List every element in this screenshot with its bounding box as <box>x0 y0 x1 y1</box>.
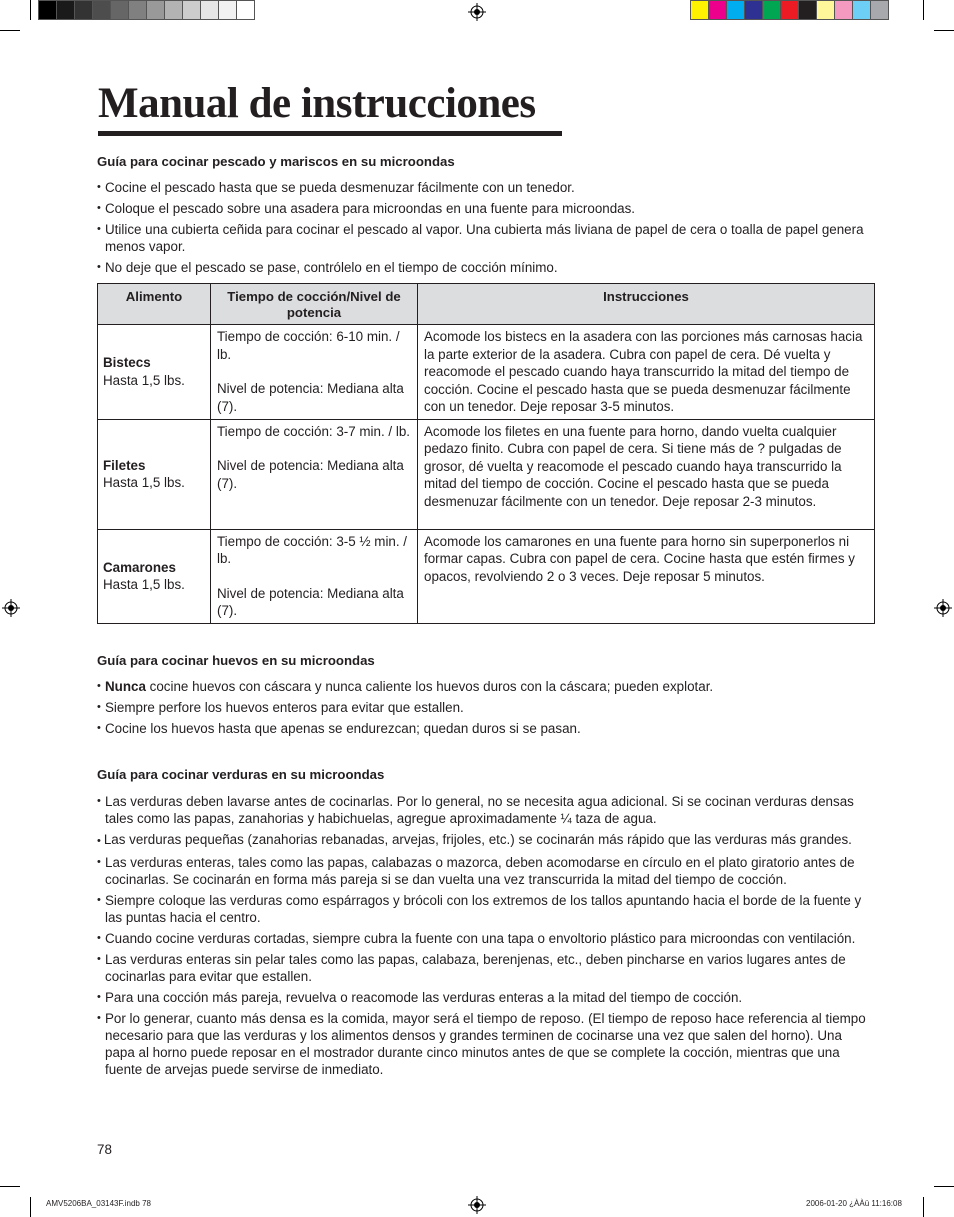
color-swatch <box>726 0 745 20</box>
fish-cooking-table <box>97 283 875 624</box>
registration-mark-icon <box>468 1196 486 1214</box>
page-number: 78 <box>97 1142 112 1157</box>
color-swatch <box>74 0 93 20</box>
food-weight: Hasta 1,5 lbs. <box>103 475 185 490</box>
instructions-cell: Acomode los bistecs en la asadera con las porciones más carnosas hacia la parte exterior de la asadera. Cubra con papel de cera. Dé vuelta y reacomode el pescado cuando haya transcurrido la mitad del tiempo de cocción. Cocine el pescado hasta que se pueda desmenuzar fácilmente con un tenedor. Deje reposar 3-5 minutos. <box>418 325 875 420</box>
table-row <box>98 529 875 623</box>
color-swatch <box>870 0 889 20</box>
list-item <box>97 678 875 695</box>
table-row <box>98 419 875 529</box>
column-header: Instrucciones <box>418 284 875 325</box>
crop-mark <box>923 0 924 20</box>
cooking-time: Tiempo de cocción: 6-10 min. / lb. <box>217 329 400 362</box>
cmyk-color-bar <box>690 0 888 22</box>
time-power-cell <box>211 419 418 529</box>
list-item: • Cocine el pescado hasta que se pueda desmenuzar fácilmente con un tenedor. <box>97 179 875 196</box>
crop-mark <box>30 0 31 20</box>
crop-mark <box>30 1197 31 1217</box>
table-row <box>98 325 875 420</box>
list-item: • Utilice una cubierta ceñida para cocinar el pescado al vapor. Una cubierta más liviana de papel de cera o toalla de papel genera menos vapor. <box>97 221 875 255</box>
color-swatch <box>146 0 165 20</box>
file-slug: AMV5206BA_03143F.indb 78 <box>46 1199 151 1208</box>
column-header: Tiempo de cocción/Nivel de potencia <box>211 284 418 325</box>
food-cell <box>98 419 211 529</box>
power-level: Nivel de potencia: Mediana alta (7). <box>217 381 404 414</box>
color-swatch <box>128 0 147 20</box>
list-item: • Para una cocción más pareja, revuelva o reacomode las verduras enteras a la mitad del tiempo de cocción. <box>97 989 875 1006</box>
crop-mark <box>934 1186 954 1187</box>
color-swatch <box>798 0 817 20</box>
color-swatch <box>200 0 219 20</box>
color-swatch <box>92 0 111 20</box>
color-swatch <box>236 0 255 20</box>
registration-mark-icon <box>934 599 952 617</box>
cooking-time: Tiempo de cocción: 3-7 min. / lb. <box>217 423 411 439</box>
list-item: • Las verduras enteras sin pelar tales como las papas, calabaza, berenjenas, etc., deben pincharse en varios lugares antes de cocinarlas para evitar que estallen. <box>97 951 875 985</box>
list-item: • No deje que el pescado se pase, contrólelo en el tiempo de cocción mínimo. <box>97 259 875 276</box>
cooking-time: Tiempo de cocción: 3-5 ½ min. / lb. <box>217 533 408 566</box>
crop-mark <box>923 1197 924 1217</box>
list-item: • Siempre coloque las verduras como espárragos y brócoli con los extremos de los tallos apuntando hacia el borde de la fuente y las puntas hacia el centro. <box>97 892 875 926</box>
crop-mark <box>0 1186 20 1187</box>
color-swatch <box>762 0 781 20</box>
emphasis-text: Nunca <box>105 679 146 694</box>
color-swatch <box>780 0 799 20</box>
eggs-bullet-list <box>97 678 875 737</box>
color-swatch <box>834 0 853 20</box>
color-swatch <box>708 0 727 20</box>
vegetables-bullet-list <box>97 793 875 1078</box>
food-cell <box>98 325 211 420</box>
instructions-cell: Acomode los filetes en una fuente para horno, dando vuelta cualquier pedazo finito. Cubra con papel de cera. Si tiene más de ? pulgadas de grosor, dé vuelta y reacomode el pescado cuando haya transcurrido la mitad del tiempo de cocción. Cocine el pescado hasta que se pueda desmenuzar fácilmente con un tenedor. Deje reposar 2-3 minutos. <box>418 419 875 529</box>
list-item-text: cocine huevos con cáscara y nunca caliente los huevos duros con la cáscara; pueden explotar. <box>145 679 714 694</box>
list-item: • Coloque el pescado sobre una asadera para microondas en una fuente para microondas. <box>97 200 875 217</box>
eggs-section-heading: Guía para cocinar huevos en su microondas <box>97 653 375 668</box>
color-swatch <box>182 0 201 20</box>
list-item: • Por lo generar, cuanto más densa es la comida, mayor será el tiempo de reposo. (El tiempo de reposo hace referencia al tiempo necesario para que las verduras y los alimentos densos y grandes terminen de cocinarse una vez que salen del horno). Una papa al horno puede reposar en el mostrador durante cinco minutos antes de que se complete la cocción, mientras que una fuente de arvejas puede servirse de inmediato. <box>97 1010 875 1078</box>
food-name: Filetes <box>103 457 146 473</box>
time-power-cell <box>211 529 418 623</box>
color-swatch <box>164 0 183 20</box>
vegetables-section-heading: Guía para cocinar verduras en su microondas <box>97 767 385 782</box>
color-swatch <box>38 0 57 20</box>
registration-mark-icon <box>468 3 486 21</box>
instructions-cell: Acomode los camarones en una fuente para horno sin superponerlos ni formar capas. Cubra con papel de cera. Cocine hasta que estén firmes y opacos, revolviendo 2 o 3 veces. Deje reposar 5 minutos. <box>418 529 875 623</box>
fish-bullet-list <box>97 179 875 276</box>
page-title: Manual de instrucciones <box>98 78 562 136</box>
food-name: Bistecs <box>103 355 151 371</box>
list-item: • Las verduras deben lavarse antes de cocinarlas. Por lo general, no se necesita agua adicional. Si se cocinan verduras densas tales como las papas, zanahorias y habichuelas, agregue aproximadamente ¼ taza de agua. <box>97 793 875 827</box>
crop-mark <box>934 30 954 31</box>
list-item: • Las verduras pequeñas (zanahorias rebanadas, arvejas, frijoles, etc.) se cocinarán más rápido que las verduras más grandes. <box>97 831 875 850</box>
power-level: Nivel de potencia: Mediana alta (7). <box>217 585 404 618</box>
table-header-row <box>98 284 875 325</box>
list-item: • Siempre perfore los huevos enteros para evitar que estallen. <box>97 699 875 716</box>
color-swatch <box>852 0 871 20</box>
color-swatch <box>816 0 835 20</box>
power-level: Nivel de potencia: Mediana alta (7). <box>217 458 404 491</box>
crop-mark <box>0 30 20 31</box>
food-weight: Hasta 1,5 lbs. <box>103 372 185 388</box>
list-item: • Cuando cocine verduras cortadas, siempre cubra la fuente con una tapa o envoltorio plástico para microondas con ventilación. <box>97 930 875 947</box>
column-header: Alimento <box>98 284 211 325</box>
food-weight: Hasta 1,5 lbs. <box>103 577 185 592</box>
list-item: • Las verduras enteras, tales como las papas, calabazas o mazorca, deben acomodarse en círculo en el plato giratorio antes de cocinarlas. Se cocinarán en forma más pareja si se dan vuelta una vez transcurrida la mitad del tiempo de cocción. <box>97 854 875 888</box>
color-swatch <box>218 0 237 20</box>
color-swatch <box>56 0 75 20</box>
color-swatch <box>110 0 129 20</box>
list-item: • Cocine los huevos hasta que apenas se endurezcan; quedan duros si se pasan. <box>97 720 875 737</box>
food-cell <box>98 529 211 623</box>
color-swatch <box>690 0 709 20</box>
food-name: Camarones <box>103 559 176 575</box>
registration-mark-icon <box>2 599 20 617</box>
fish-section-heading: Guía para cocinar pescado y mariscos en su microondas <box>97 154 455 169</box>
color-swatch <box>744 0 763 20</box>
grayscale-color-bar <box>38 0 254 22</box>
timestamp-slug: 2006-01-20 ¿ÀÀü 11:16:08 <box>806 1199 902 1208</box>
time-power-cell <box>211 325 418 420</box>
